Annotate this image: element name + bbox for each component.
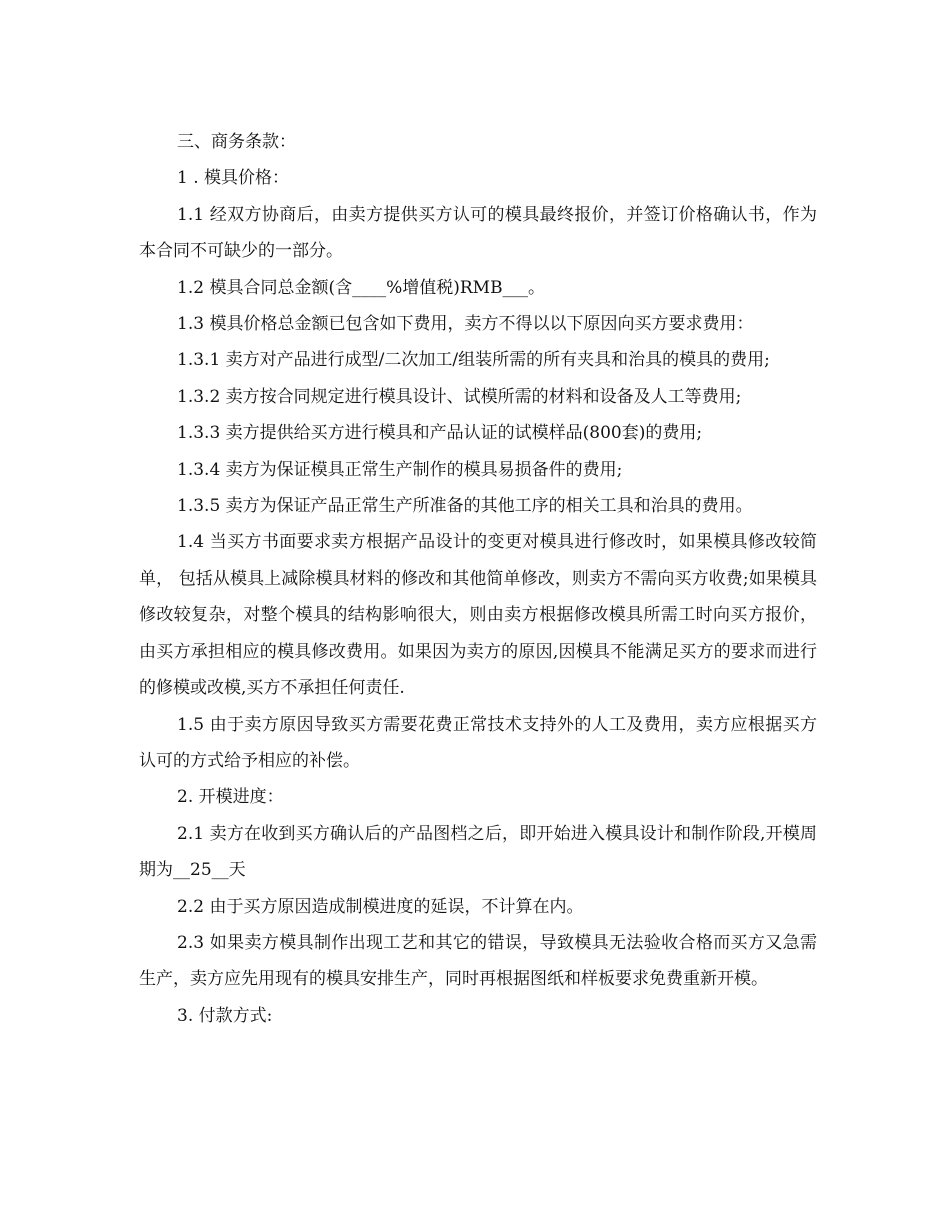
clause-1-heading: 1 . 模具价格： (177, 168, 290, 189)
clause-2-1: 2.1 卖方在收到买方确认后的产品图档之后，即开始进入模具设计和制作阶段,开模周期为__25__天 (139, 823, 817, 881)
clause-1-3: 1.3 模具价格总金额已包含如下费用，卖方不得以以下原因向买方要求费用： (177, 314, 754, 335)
clause-1-3-3: 1.3.3 卖方提供给买方进行模具和产品认证的试模样品(800套)的费用; (177, 423, 703, 444)
clause-1-3-2: 1.3.2 卖方按合同规定进行模具设计、试模所需的材料和设备及人工等费用; (177, 386, 742, 407)
clause-1-3-5: 1.3.5 卖方为保证产品正常生产所准备的其他工序的相关工具和治具的费用。 (177, 496, 753, 517)
clause-1-2: 1.2 模具合同总金额(含____%增值税)RMB___。 (177, 277, 546, 298)
clause-1-4: 1.4 当买方书面要求卖方根据产品设计的变更对模具进行修改时，如果模具修改较简单， 包括从模具上减除模具材料的修改和其他简单修改，则卖方不需向买方收费;如果模具修改较复杂，对整个模具的结构影响很大，则由卖方根据修改模具所需工时向买方报价，由买方承担相应的模具修改费用。如果因为卖方的原因,因模具不能满足买方的要求而进行的修模或改模,买方不承担任何责任. (139, 532, 817, 699)
clause-1-1: 1.1 经双方协商后，由卖方提供买方认可的模具最终报价，并签订价格确认书，作为本合同不可缺少的一部分。 (139, 204, 817, 262)
clause-2-heading: 2. 开模进度： (177, 787, 284, 808)
clause-1-3-1: 1.3.1 卖方对产品进行成型/二次加工/组装所需的所有夹具和治具的模具的费用; (177, 350, 770, 371)
clause-1-3-4: 1.3.4 卖方为保证模具正常生产制作的模具易损备件的费用; (177, 459, 623, 480)
clause-2-2: 2.2 由于买方原因造成制模进度的延误，不计算在内。 (177, 896, 584, 917)
section-heading-business-terms: 三、商务条款： (177, 132, 296, 152)
document-body (139, 124, 817, 1034)
clause-3-heading: 3. 付款方式: (177, 1005, 273, 1026)
clause-1-5: 1.5 由于卖方原因导致买方需要花费正常技术支持外的人工及费用，卖方应根据买方认可的方式给予相应的补偿。 (139, 714, 817, 771)
clause-2-3: 2.3 如果卖方模具制作出现工艺和其它的错误，导致模具无法验收合格而买方又急需生产，卖方应先用现有的模具安排生产，同时再根据图纸和样板要求免费重新开模。 (139, 932, 817, 990)
